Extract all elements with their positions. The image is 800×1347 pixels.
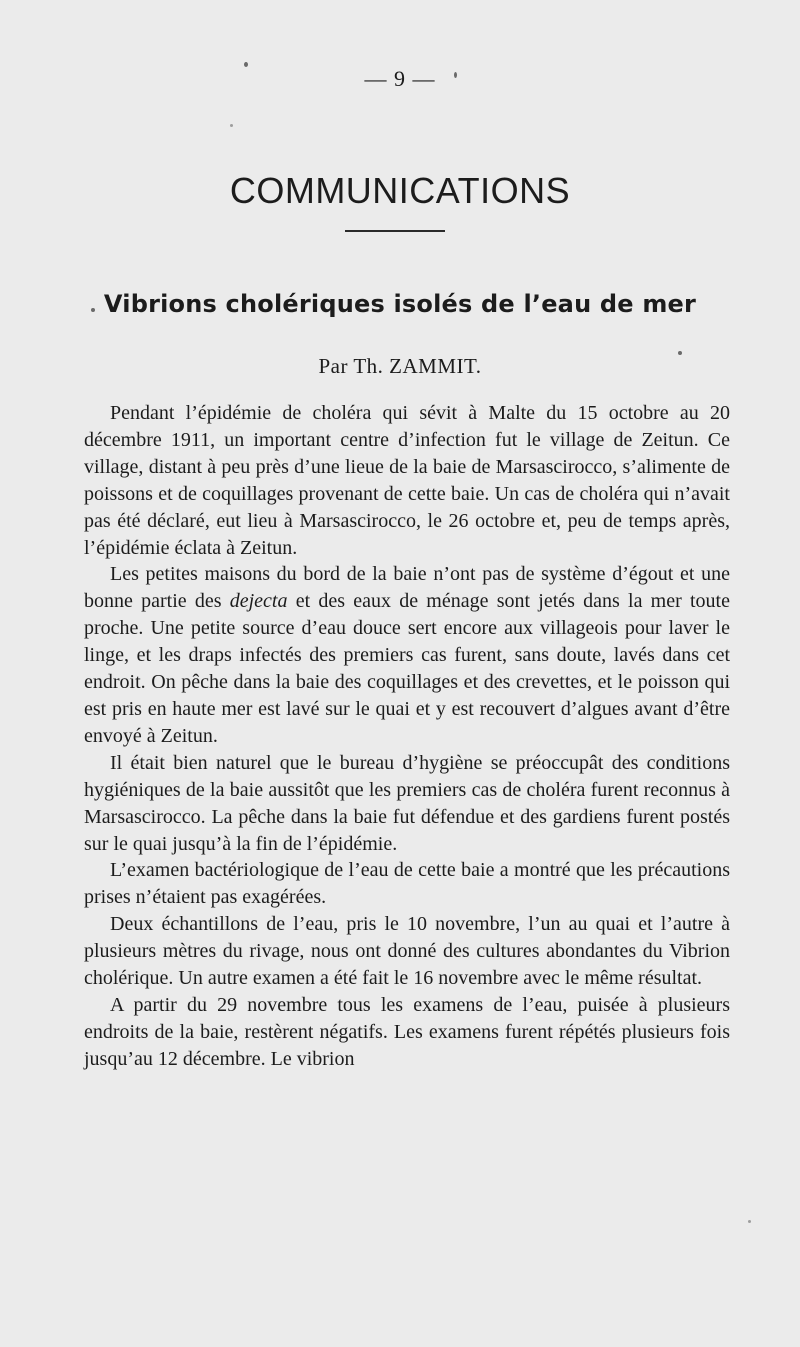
paragraph: Les petites maisons du bord de la baie n’ont pas de système d’égout et une bonne partie des dejecta et des eaux de ménage sont jetés dans la mer toute proche. Une petite source d’eau douce sert encore aux villageois pour laver le linge, et les draps infectés des premiers cas furent, sans doute, lavés dans cet endroit. On pêche dans la baie des coquillages et des crevettes, et le poisson qui est pris en haute mer est lavé sur le quai et y est recouvert d’algues avant d’être envoyé à Zeitun. [84, 563, 730, 747]
section-title: COMMUNICATIONS [229, 170, 571, 211]
paragraph: Pendant l’épidémie de choléra qui sévit à Malte du 15 octobre au 20 décembre 1911, un important centre d’infection fut le village de Zeitun. Ce village, distant à peu près d’une lieue de la baie de Marsascirocco, s’alimente de poissons et de coquillages provenant de cette baie. Un cas de choléra qui n’avait pas été déclaré, eut lieu à Marsascirocco, le 26 octobre et, peu de temps après, l’épidémie éclata à Zeitun. [84, 402, 730, 559]
paper-speck [454, 72, 457, 78]
paragraph: Il était bien naturel que le bureau d’hygiène se préoccupât des conditions hygiéniques de la baie aussitôt que les premiers cas de choléra furent reconnus à Marsascirocco. La pêche dans la baie fut défendue et des gardiens furent postés sur le quai jusqu’à la fin de l’épidémie. [84, 751, 730, 855]
paragraph: L’examen bactériologique de l’eau de cette baie a montré que les précautions prises n’étaient pas exagérées. [84, 859, 730, 909]
article-body [84, 400, 730, 1073]
paper-speck [748, 1220, 751, 1223]
paragraph: Deux échantillons de l’eau, pris le 10 novembre, l’un au quai et l’autre à plusieurs mètres du rivage, nous ont donné des cultures abondantes du Vibrion cholérique. Un autre examen a été fait le 16 novembre avec le même résultat. [84, 913, 730, 990]
author-byline: Par Th. ZAMMIT. [318, 354, 482, 378]
latin-term: dejecta [229, 590, 288, 613]
paper-speck [244, 62, 248, 67]
page-number: — 9 — [364, 66, 436, 91]
paper-speck [678, 351, 682, 355]
paper-speck [91, 308, 95, 312]
paragraph: A partir du 29 novembre tous les examens de l’eau, puisée à plusieurs endroits de la baie, restèrent négatifs. Les examens furent répétés plusieurs fois jusqu’au 12 décembre. Le vibrion [84, 993, 730, 1070]
title-divider [345, 230, 445, 232]
article-title: Vibrions cholériques isolés de l’eau de mer [103, 290, 697, 318]
paper-speck [230, 124, 233, 127]
